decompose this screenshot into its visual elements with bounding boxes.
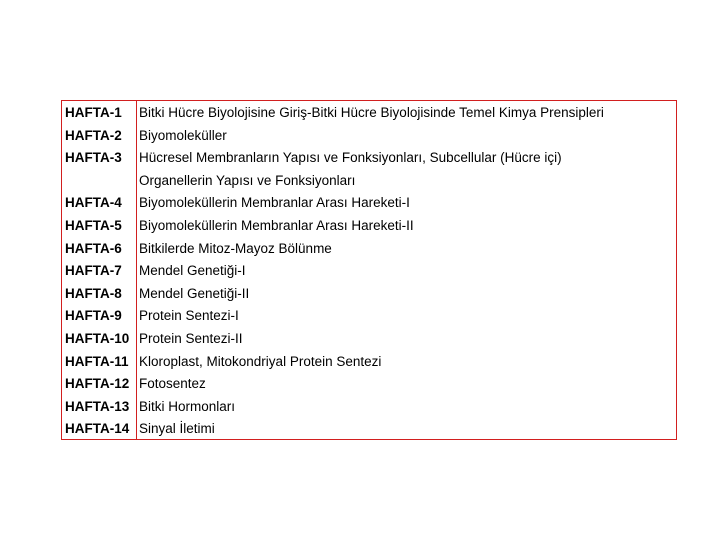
topic-cell <box>136 102 676 125</box>
topic-text: Mendel Genetiği-II <box>139 285 250 301</box>
topic-text: Biyomoleküllerin Membranlar Arası Hareketi-I <box>139 195 410 211</box>
weekly-schedule-table <box>61 100 677 440</box>
schedule-rows <box>62 102 676 441</box>
week-label: HAFTA-11 <box>65 353 129 369</box>
topic-text: Bitki Hormonları <box>139 398 236 414</box>
week-label: HAFTA-12 <box>65 376 130 392</box>
topic-cell <box>136 192 676 215</box>
week-label: HAFTA-10 <box>65 330 130 346</box>
topic-text: Kloroplast, Mitokondriyal Protein Sentezi <box>139 353 382 369</box>
schedule-row <box>62 373 676 396</box>
schedule-row <box>62 328 676 351</box>
schedule-row <box>62 215 676 238</box>
topic-cell <box>136 125 676 148</box>
topic-cell <box>136 215 676 238</box>
week-label: HAFTA-9 <box>65 308 122 324</box>
topic-cell <box>136 396 676 419</box>
topic-text: Biyomoleküllerin Membranlar Arası Hareketi-II <box>139 217 414 233</box>
topic-cell <box>136 238 676 261</box>
schedule-row <box>62 238 676 261</box>
topic-cell <box>136 328 676 351</box>
schedule-row <box>62 147 676 192</box>
week-label: HAFTA-6 <box>65 240 122 256</box>
topic-text: Bitki Hücre Biyolojisine Giriş-Bitki Hücre Biyolojisinde Temel Kimya Prensipleri <box>139 105 604 120</box>
topic-text: Protein Sentezi-II <box>139 330 243 346</box>
topic-text: Fotosentez <box>139 376 206 392</box>
week-label: HAFTA-5 <box>65 217 122 233</box>
topic-cell <box>136 305 676 328</box>
topic-cell <box>136 418 676 441</box>
topic-cell <box>136 260 676 283</box>
schedule-row <box>62 260 676 283</box>
topic-text: Hücresel Membranların Yapısı ve Fonksiyonları, Subcellular (Hücre içi) <box>139 150 562 166</box>
schedule-row <box>62 351 676 374</box>
week-label: HAFTA-1 <box>65 105 122 120</box>
topic-text: Biyomoleküller <box>139 127 227 143</box>
topic-cell <box>136 147 676 192</box>
week-label: HAFTA-2 <box>65 127 122 143</box>
week-label: HAFTA-4 <box>65 195 122 211</box>
schedule-row <box>62 283 676 306</box>
topic-text: Organellerin Yapısı ve Fonksiyonları <box>139 172 356 188</box>
schedule-row <box>62 192 676 215</box>
schedule-row <box>62 305 676 328</box>
schedule-row <box>62 396 676 419</box>
topic-text: Mendel Genetiği-I <box>139 263 246 279</box>
topic-cell <box>136 283 676 306</box>
topic-text: Sinyal İletimi <box>139 421 215 437</box>
schedule-row <box>62 125 676 148</box>
topic-text: Protein Sentezi-I <box>139 308 239 324</box>
topic-cell <box>136 373 676 396</box>
week-label: HAFTA-3 <box>65 150 122 166</box>
topic-cell <box>136 351 676 374</box>
schedule-row <box>62 102 676 125</box>
schedule-row <box>62 418 676 441</box>
week-label: HAFTA-14 <box>65 421 130 437</box>
week-label: HAFTA-8 <box>65 285 122 301</box>
topic-text: Bitkilerde Mitoz-Mayoz Bölünme <box>139 240 332 256</box>
week-label: HAFTA-13 <box>65 398 130 414</box>
week-label: HAFTA-7 <box>65 263 122 279</box>
